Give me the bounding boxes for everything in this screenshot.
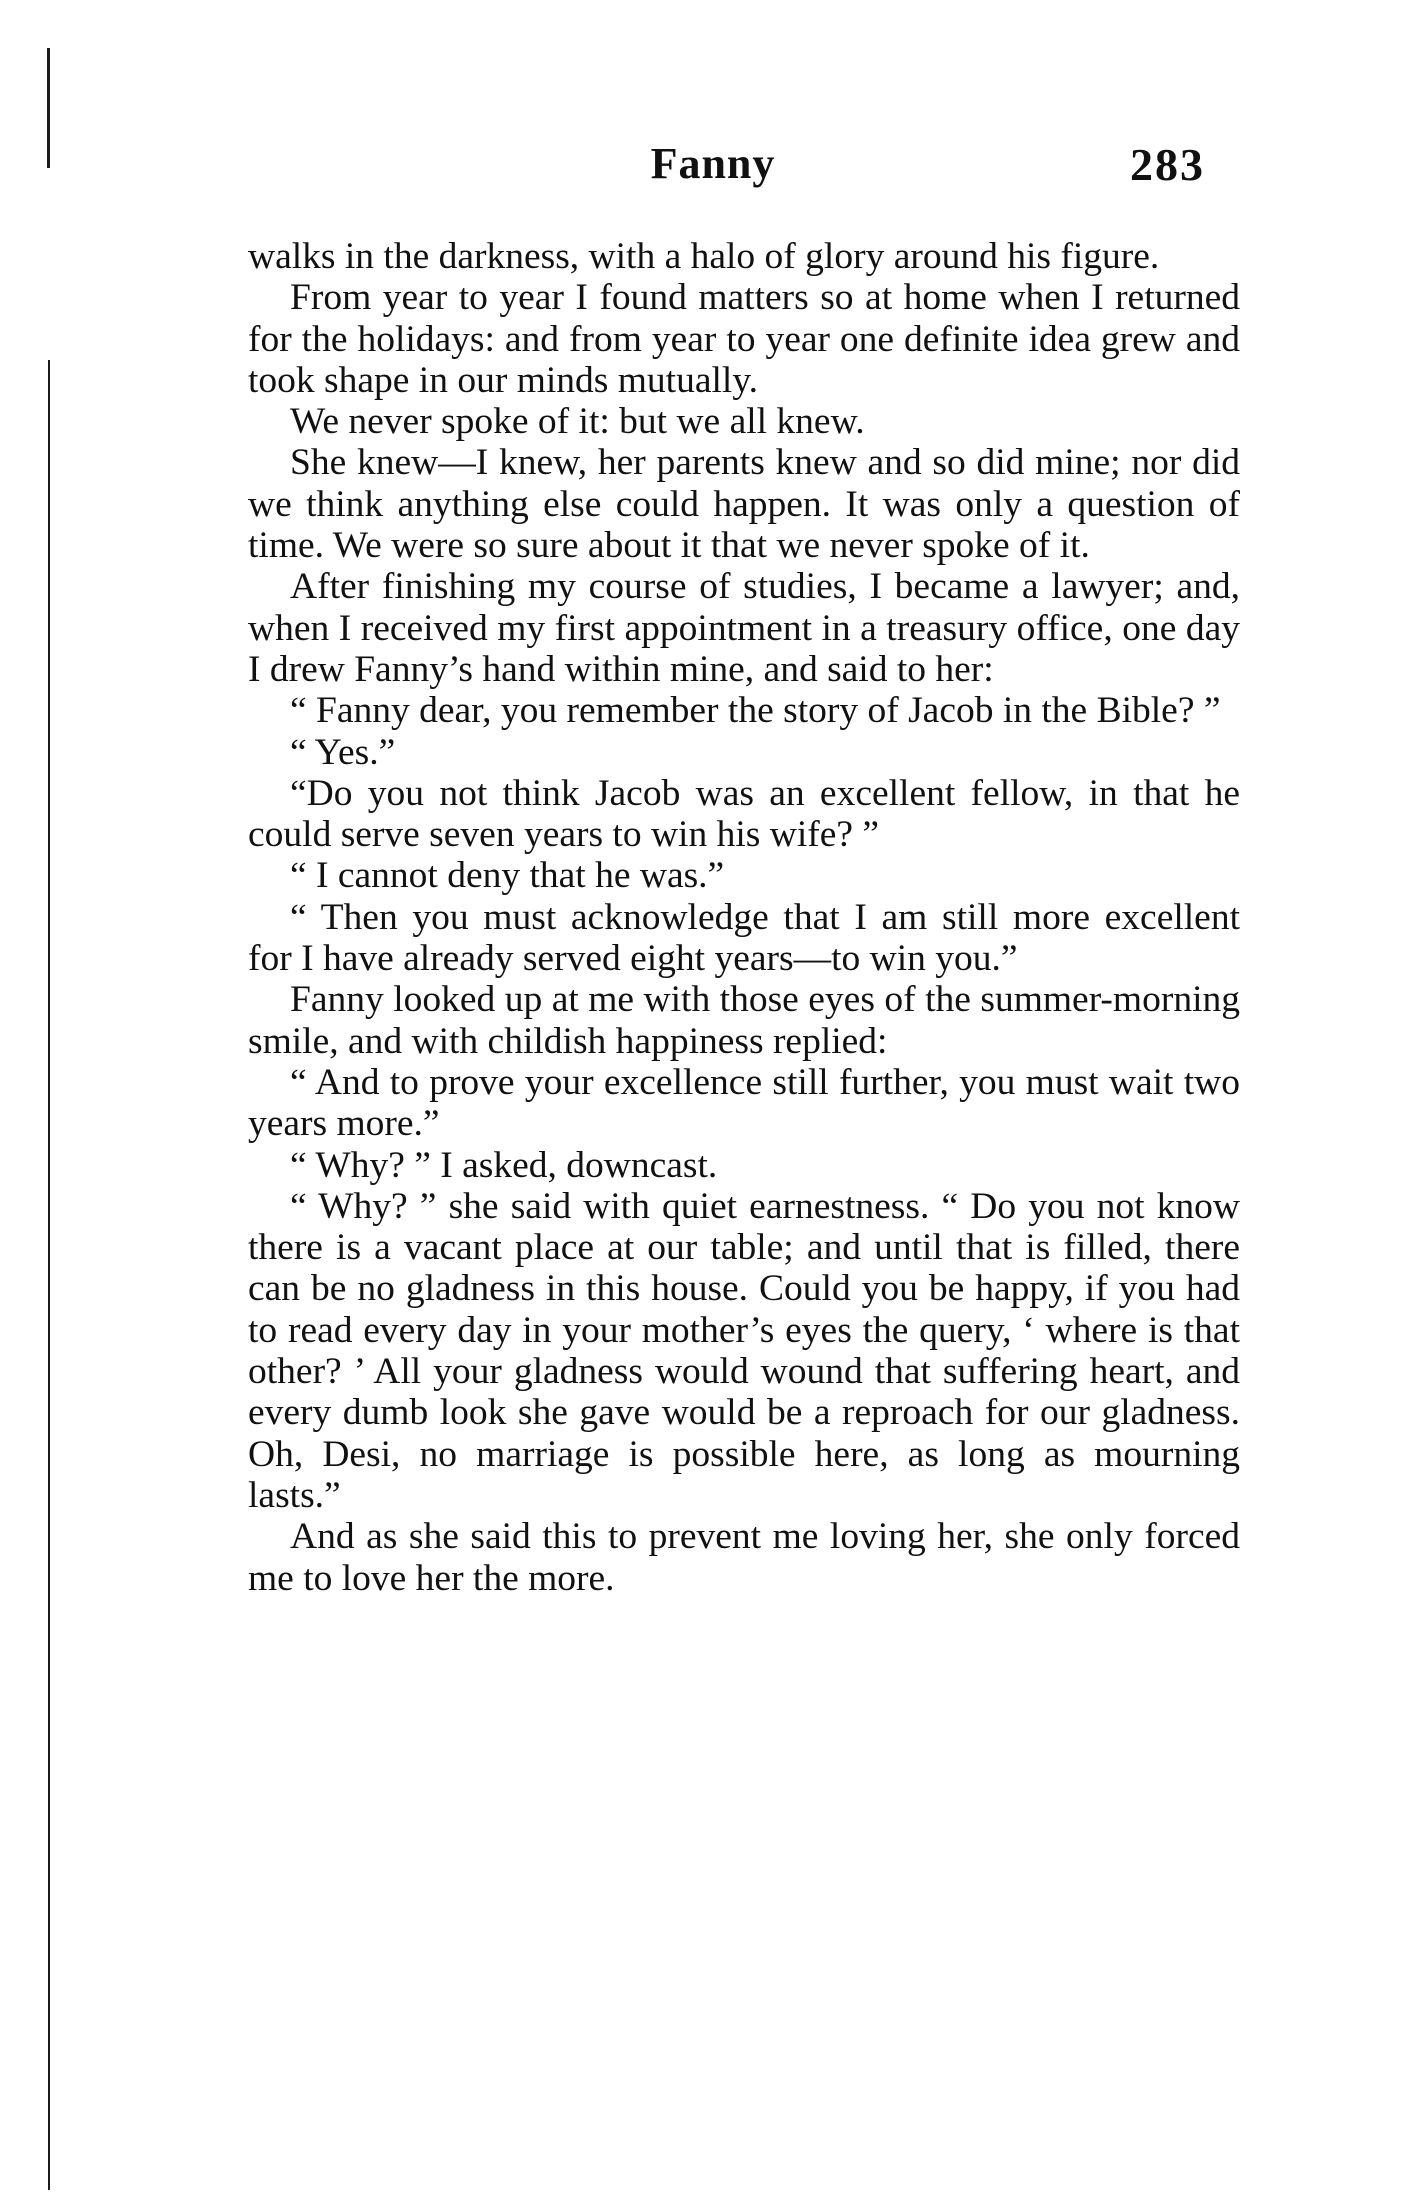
- paragraph: From year to year I found matters so at home when I returned for the holidays: and from year to year one definite idea grew and took shape in our minds mutually.: [248, 277, 1240, 401]
- paragraph: She knew—I knew, her parents knew and so did mine; nor did we think anything else could happen. It was only a question of time. We were so sure about it that we never spoke of it.: [248, 442, 1240, 567]
- paragraph: And as she said this to prevent me loving her, she only forced me to love her the more.: [248, 1516, 1240, 1599]
- paragraph: “Do you not think Jacob was an excellent fellow, in that he could serve seven years to win his wife? ”: [248, 772, 1240, 856]
- paragraph: “ Then you must acknowledge that I am still more excellent for I have already served eight years—to win you.”: [248, 896, 1240, 980]
- paragraph: After finishing my course of studies, I became a lawyer; and, when I received my first appointment in a treasury office, one day I drew Fanny’s hand within mine, and said to her:: [248, 566, 1240, 690]
- paragraph: “ I cannot deny that he was.”: [290, 855, 725, 897]
- body-text: [248, 236, 1240, 1599]
- paragraph: “ Why? ” I asked, downcast.: [290, 1144, 718, 1186]
- paragraph: “ And to prove your excellence still further, you must wait two years more.”: [248, 1061, 1240, 1145]
- paragraph: “ Fanny dear, you remember the story of Jacob in the Bible? ”: [290, 690, 1221, 732]
- page-number: 283: [1130, 139, 1205, 190]
- paragraph: We never spoke of it: but we all knew.: [290, 401, 865, 443]
- margin-rule: [48, 360, 50, 2190]
- paragraph: “ Why? ” she said with quiet earnestness. “ Do you not know there is a vacant place at our table; and until that is filled, there can be no gladness in this house. Could you be happy, if you had to read every day in your mother’s eyes the query, ‘ where is that other? ’ All your gladness would wound that suffering heart, and every dumb look she gave would be a reproach for our gladness. Oh, Desi, no marriage is possible here, as long as mourning lasts.”: [248, 1185, 1240, 1516]
- running-head: Fanny: [650, 139, 776, 188]
- paragraph: “ Yes.”: [290, 731, 396, 773]
- paragraph: walks in the darkness, with a halo of glory around his figure.: [248, 236, 1160, 277]
- paragraph: Fanny looked up at me with those eyes of the summer-morning smile, and with childish happiness replied:: [248, 979, 1240, 1062]
- page-header: [0, 138, 1426, 198]
